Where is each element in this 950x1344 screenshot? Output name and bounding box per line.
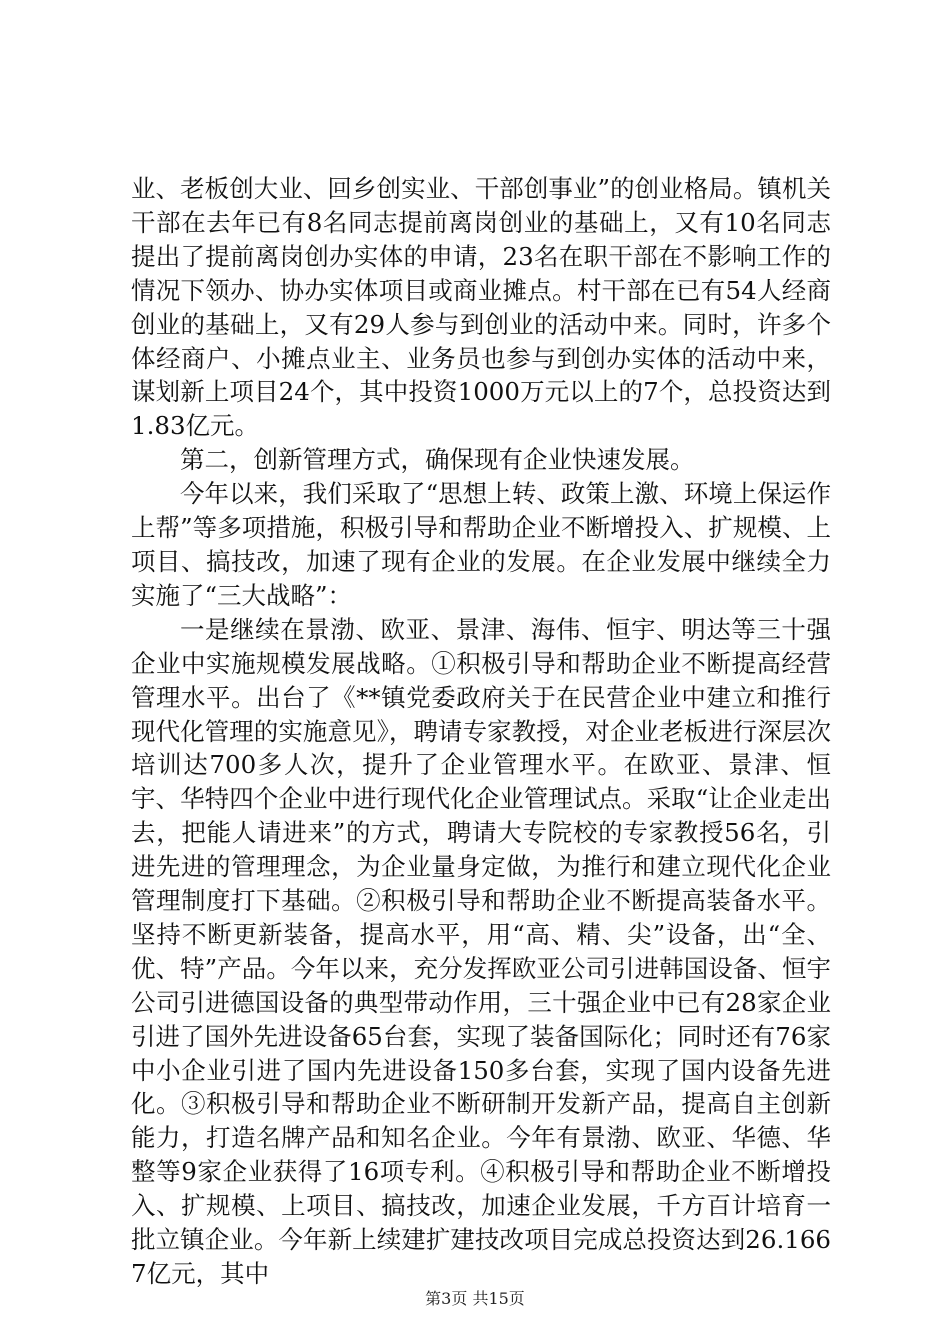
document-body [131, 172, 831, 1291]
paragraph-strategy-one: 一是继续在景渤、欧亚、景津、海伟、恒宇、明达等三十强企业中实施规模发展战略。①积极引导和帮助企业不断提高经营管理水平。出台了《**镇党委政府关于在民营企业中建立和推行现代化管理的实施意见》，聘请专家教授，对企业老板进行深层次培训达700多人次，提升了企业管理水平。在欧亚、景津、恒宇、华特四个企业中进行现代化企业管理试点。采取“让企业走出去，把能人请进来”的方式，聘请大专院校的专家教授56名，引进先进的管理理念，为企业量身定做，为推行和建立现代化企业管理制度打下基础。②积极引导和帮助企业不断提高装备水平。坚持不断更新装备，提高水平，用“高、精、尖”设备，出“全、优、特”产品。今年以来，充分发挥欧亚公司引进韩国设备、恒宇公司引进德国设备的典型带动作用，三十强企业中已有28家企业引进了国外先进设备65台套，实现了装备国际化；同时还有76家中小企业引进了国内先进设备150多台套，实现了国内设备先进化。③积极引导和帮助企业不断研制开发新产品，提高自主创新能力，打造名牌产品和知名企业。今年有景渤、欧亚、华德、华整等9家企业获得了16项专利。④积极引导和帮助企业不断增投入、扩规模、上项目、搞技改，加速企业发展，千方百计培育一批立镇企业。今年新上续建扩建技改项目完成总投资达到26.1667亿元，其中 [131, 614, 831, 1288]
paragraph-section-heading: 第二，创新管理方式，确保现有企业快速发展。 [180, 445, 695, 475]
paragraph-continuation: 业、老板创大业、回乡创实业、干部创事业”的创业格局。镇机关干部在去年已有8名同志提前离岗创业的基础上，又有10名同志提出了提前离岗创办实体的申请，23名在职干部在不影响工作的情况下领办、协办实体项目或商业摊点。村干部在已有54人经商创业的基础上，又有29人参与到创业的活动中来。同时，许多个体经商户、小摊点业主、业务员也参与到创办实体的活动中来，谋划新上项目24个，其中投资1000万元以上的7个，总投资达到1.83亿元。 [131, 174, 831, 441]
paragraph-measures: 今年以来，我们采取了“思想上转、政策上激、环境上保运作上帮”等多项措施，积极引导和帮助企业不断增投入、扩规模、上项目、搞技改，加速了现有企业的发展。在企业发展中继续全力实施了“三大战略”： [131, 479, 831, 610]
page-number-footer: 第3页 共15页 [425, 1289, 525, 1308]
